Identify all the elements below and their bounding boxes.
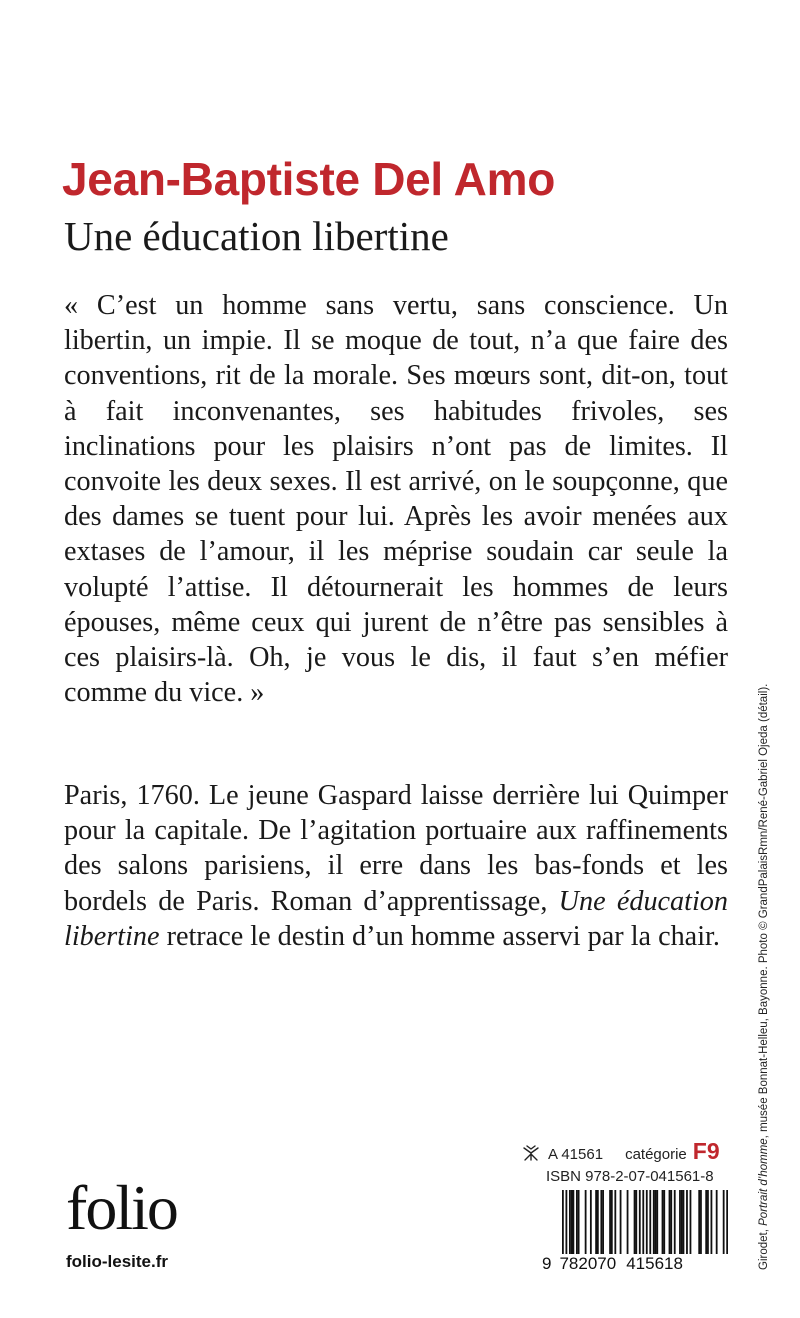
barcode-bar <box>635 1190 637 1254</box>
barcode-bar <box>600 1190 602 1254</box>
barcode-bar <box>683 1190 685 1254</box>
barcode-bar <box>576 1190 578 1254</box>
isbn: ISBN 978-2-07-041561-8 <box>546 1168 714 1185</box>
blurb-title-italic: Une éducation libertine <box>64 885 728 952</box>
barcode-bar <box>662 1190 664 1254</box>
barcode-bar <box>707 1190 709 1254</box>
catalog-row <box>522 1138 720 1165</box>
barcode-bar <box>653 1190 655 1254</box>
blurb-text-end: retrace le destin d’un homme asservi par la chair. <box>166 920 720 952</box>
gallimard-mark-icon <box>522 1145 540 1161</box>
barcode-bar <box>595 1190 597 1254</box>
barcode-bar <box>670 1190 672 1254</box>
catalog-code: A 41561 <box>548 1146 604 1163</box>
barcode-bar <box>674 1190 676 1254</box>
barcode-group-1: 782070 <box>559 1254 617 1273</box>
barcode-bar <box>655 1190 657 1254</box>
barcode-bar <box>578 1190 580 1254</box>
barcode-bar <box>602 1190 604 1254</box>
barcode-bar <box>679 1190 681 1254</box>
barcode-bar <box>620 1190 622 1254</box>
barcode-bar <box>609 1190 611 1254</box>
barcode-bar <box>686 1190 688 1254</box>
author-name: Jean-Baptiste Del Amo <box>62 153 556 205</box>
barcode-bar <box>611 1190 613 1254</box>
book-quote: « C’est un homme sans vertu, sans conscience. Un libertin, un impie. Il se moque de tout, n’a que faire des conventions, rit de la morale. Ses mœurs sont, dit-on, tout à fait inconvenantes, ses habitudes frivoles, ses inclinations pour les plaisirs n’ont pas de limites. Il convoite les deux sexes. Il est arrivé, on le soupçonne, que des dames se tuent pour lui. Après les avoir menées aux extases de l’amour, il les méprise soudain car seule la volupté l’attise. Il détournerait les hommes de leurs épouses, même ceux qui jurent de n’être pas sensibles à ces plaisirs-là. Oh, je vous le dis, il faut s’en méfier comme du vice. » <box>64 290 728 709</box>
barcode-bar <box>565 1190 567 1254</box>
barcode-bar <box>723 1190 725 1254</box>
barcode-bar <box>571 1190 573 1254</box>
barcode-digits <box>542 1254 683 1274</box>
barcode-bar <box>585 1190 587 1254</box>
barcode-bar <box>656 1190 658 1254</box>
blurb-text: Paris, 1760. Le jeune Gaspard laisse derrière lui Quimper pour la capitale. De l’agitation portuaire aux raffinements des salons parisiens, il erre dans les bas-fonds et les bordels de Paris. Roman d’apprentissage, <box>64 780 728 917</box>
barcode-bar <box>690 1190 692 1254</box>
credit-rest: , musée Bonnat-Helleu, Bayonne. Photo © GrandPalaisRmn/René-Gabriel Ojeda (détail). <box>758 683 770 1139</box>
credit-work: Portrait d’homme <box>758 1138 770 1226</box>
barcode-bar <box>639 1190 641 1254</box>
barcode-bar <box>711 1190 713 1254</box>
barcode-bar <box>562 1190 564 1254</box>
barcode-bar <box>649 1190 651 1254</box>
barcode-bar <box>726 1190 728 1254</box>
book-blurb <box>64 778 728 954</box>
barcode-bar <box>716 1190 718 1254</box>
barcode-bar <box>627 1190 629 1254</box>
barcode-bar <box>590 1190 592 1254</box>
category-label: catégorie <box>625 1146 687 1163</box>
folio-logo: folio <box>66 1172 177 1243</box>
barcode-lead-digit: 9 <box>542 1254 552 1273</box>
barcode-bar <box>669 1190 671 1254</box>
barcode-bar <box>614 1190 616 1254</box>
barcode-bar <box>681 1190 683 1254</box>
cover-credit <box>758 684 770 1270</box>
book-title: Une éducation libertine <box>64 213 449 259</box>
barcode-bar <box>572 1190 574 1254</box>
category-code: F9 <box>692 1138 720 1164</box>
barcode-bar <box>700 1190 702 1254</box>
barcode-group-2: 415618 <box>626 1254 683 1273</box>
barcode-bar <box>569 1190 571 1254</box>
barcode-bar <box>597 1190 599 1254</box>
barcode-bar <box>663 1190 665 1254</box>
barcode-bar <box>705 1190 707 1254</box>
barcode-bar <box>646 1190 648 1254</box>
folio-website: folio-lesite.fr <box>66 1252 169 1271</box>
barcode-bar <box>642 1190 644 1254</box>
credit-artist: Girodet, <box>758 1229 770 1270</box>
barcode-bar <box>698 1190 700 1254</box>
barcode-bar <box>634 1190 636 1254</box>
barcode <box>562 1190 728 1254</box>
